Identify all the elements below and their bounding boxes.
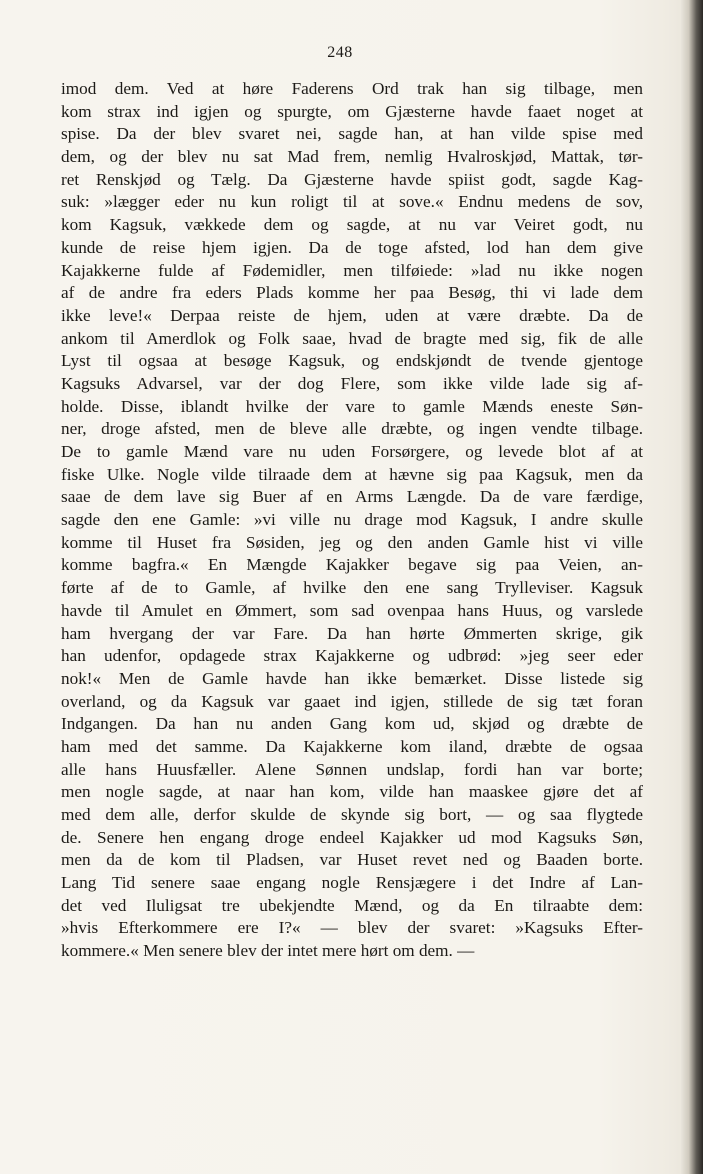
text-line: overland, og da Kagsuk var gaaet ind igjen, stillede de sig tæt foran	[61, 691, 643, 711]
text-line: Lang Tid senere saae engang nogle Rensjægere i det Indre af Lan-	[61, 873, 643, 893]
text-line: Kajakkerne fulde af Fødemidler, men tilføiede: »lad nu ikke nogen	[61, 260, 643, 280]
text-line: havde til Amulet en Ømmert, som sad ovenpaa hans Huus, og varslede	[61, 600, 643, 620]
text-line: ham hvergang der var Fare. Da han hørte Ømmerten skrige, gik	[61, 623, 643, 643]
text-line: nok!« Men de Gamle havde han ikke bemærket. Disse listede sig	[61, 668, 643, 688]
text-line: komme bagfra.« En Mængde Kajakker begave sig paa Veien, an-	[61, 555, 643, 575]
text-line: holde. Disse, iblandt hvilke der vare to gamle Mænds eneste Søn-	[61, 396, 643, 416]
text-line: suk: »lægger eder nu kun roligt til at sove.« Endnu medens de sov,	[61, 192, 643, 212]
text-line: imod dem. Ved at høre Faderens Ord trak han sig tilbage, men	[61, 79, 643, 98]
text-line: kunde de reise hjem igjen. Da de toge afsted, lod han dem give	[61, 237, 643, 257]
text-line: saae de dem lave sig Buer af en Arms Længde. Da de vare færdige,	[61, 487, 643, 507]
book-spine-edge	[681, 0, 703, 1174]
text-line: »hvis Efterkommere ere I?« — blev der svaret: »Kagsuks Efter-	[61, 918, 643, 938]
page-number: 248	[327, 44, 353, 61]
text-line: men da de kom til Pladsen, var Huset revet ned og Baaden borte.	[61, 850, 643, 870]
text-line: de. Senere hen engang droge endeel Kajakker ud mod Kagsuks Søn,	[61, 827, 643, 847]
text-line: fiske Ulke. Nogle vilde tilraade dem at hævne sig paa Kagsuk, men da	[61, 464, 643, 484]
text-line: Kagsuks Advarsel, var der dog Flere, som ikke vilde lade sig af-	[61, 373, 643, 393]
text-line: sagde den ene Gamle: »vi ville nu drage mod Kagsuk, I andre skulle	[61, 510, 643, 530]
text-line: med dem alle, derfor skulde de skynde sig bort, — og saa flygtede	[61, 805, 643, 824]
text-line: komme til Huset fra Søsiden, jeg og den anden Gamle hist vi ville	[61, 532, 643, 552]
text-line: men nogle sagde, at naar han kom, vilde han maaskee gjøre det af	[61, 782, 643, 802]
text-line: førte af de to Gamle, af hvilke den ene sang Trylleviser. Kagsuk	[61, 578, 643, 598]
text-line: ham med det samme. Da Kajakkerne kom iland, dræbte de ogsaa	[61, 736, 643, 756]
text-line: han udenfor, opdagede strax Kajakkerne og udbrød: »jeg seer eder	[61, 646, 643, 666]
text-line: kom Kagsuk, vækkede dem og sagde, at nu var Veiret godt, nu	[61, 215, 643, 235]
text-line: spise. Da der blev svaret nei, sagde han, at han vilde spise med	[61, 124, 643, 144]
text-line: af de andre fra eders Plads komme her paa Besøg, thi vi lade dem	[61, 283, 643, 303]
text-line: De to gamle Mænd vare nu uden Forsørgere, og levede blot af at	[61, 442, 643, 461]
text-line: ankom til Amerdlok og Folk saae, hvad de bragte med sig, fik de alle	[61, 328, 643, 348]
text-line: Lyst til ogsaa at besøge Kagsuk, og endskjøndt de tvende gjentoge	[61, 351, 643, 371]
text-line: alle hans Huusfæller. Alene Sønnen undslap, fordi han var borte;	[61, 759, 643, 779]
body-text	[61, 78, 643, 963]
text-line: Indgangen. Da han nu anden Gang kom ud, skjød og dræbte de	[61, 714, 643, 734]
text-line: dem, og der blev nu sat Mad frem, nemlig Hvalroskjød, Mattak, tør-	[61, 147, 643, 167]
text-line: ret Renskjød og Tælg. Da Gjæsterne havde spiist godt, sagde Kag-	[61, 169, 643, 189]
text-line: ikke leve!« Derpaa reiste de hjem, uden at være dræbte. Da de	[61, 305, 643, 325]
text-line: kom strax ind igjen og spurgte, om Gjæsterne havde faaet noget at	[61, 101, 643, 121]
text-line: det ved Iluligsat tre ubekjendte Mænd, og da En tilraabte dem:	[61, 895, 643, 915]
text-line: kommere.« Men senere blev der intet mere hørt om dem. —	[61, 941, 475, 961]
text-line: ner, droge afsted, men de bleve alle dræbte, og ingen vendte tilbage.	[61, 419, 643, 439]
